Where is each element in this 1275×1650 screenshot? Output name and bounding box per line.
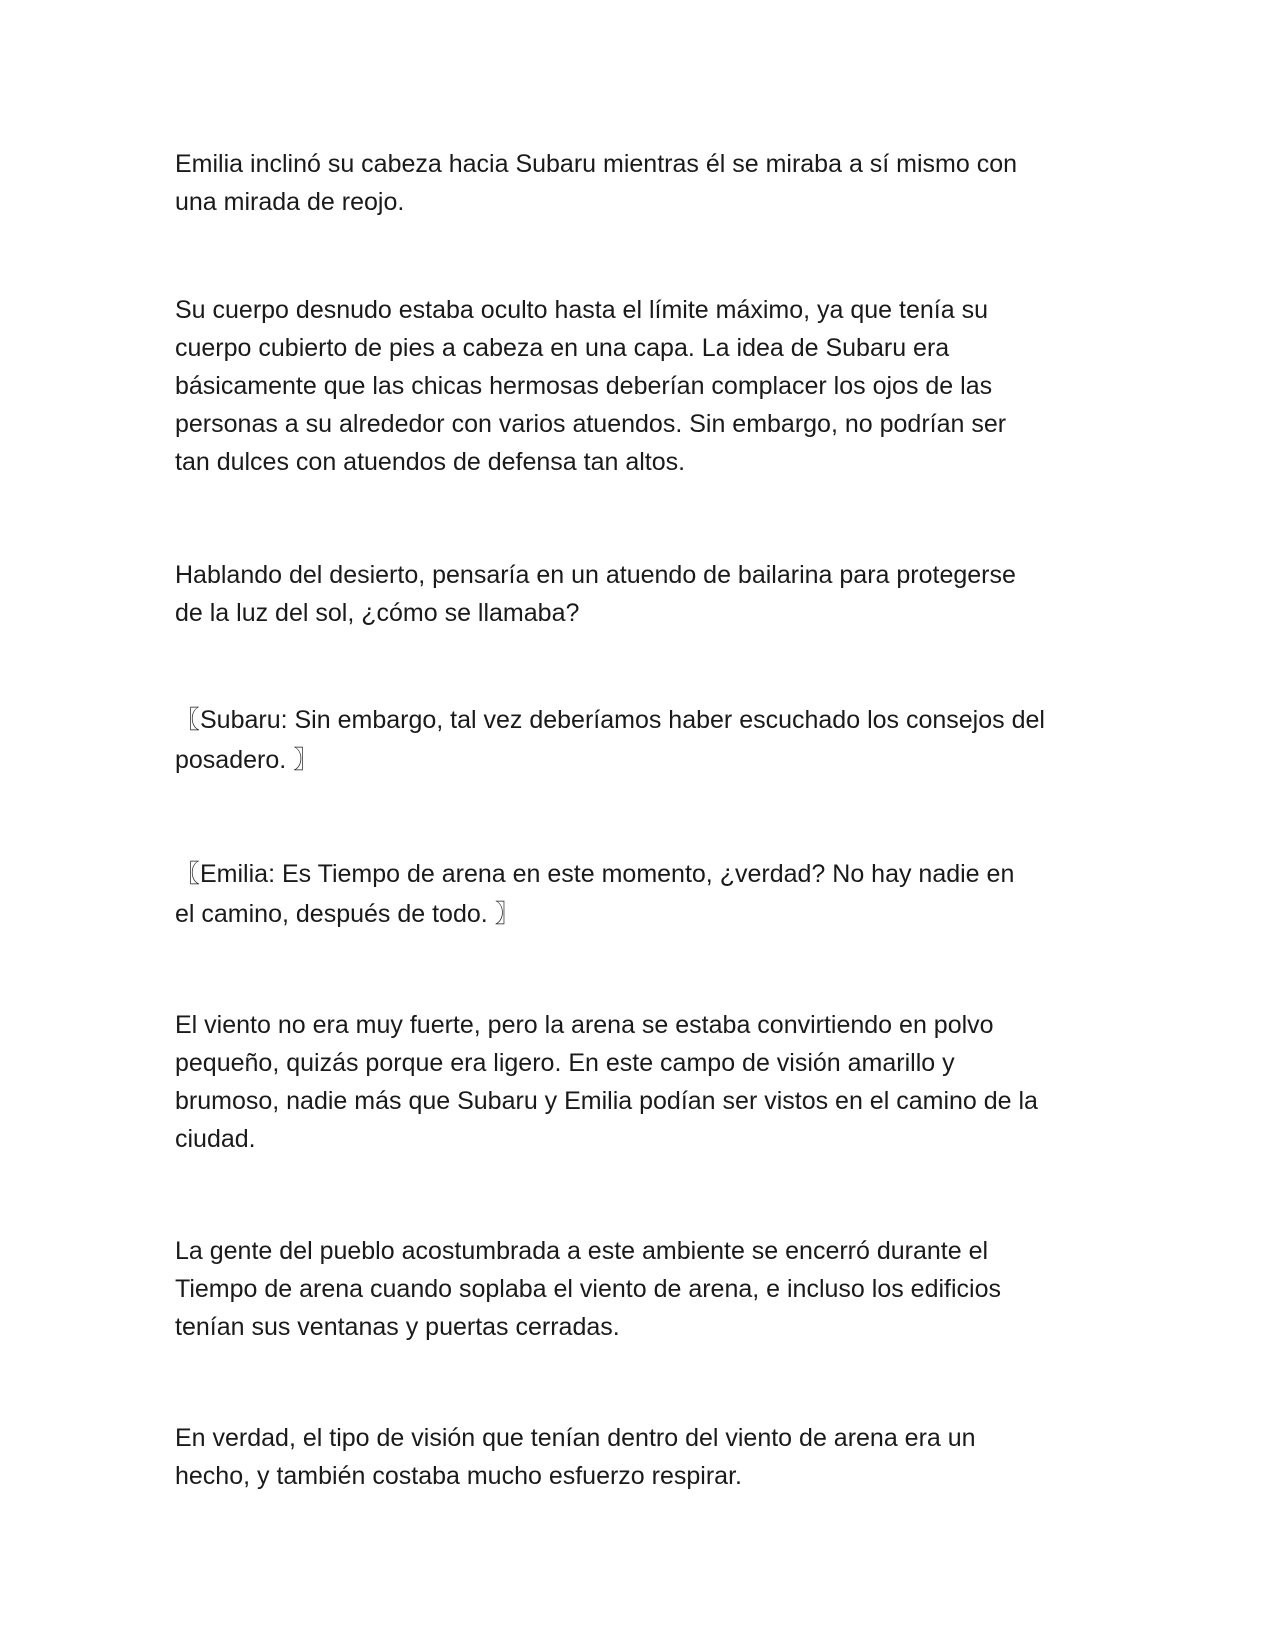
dialogue-emilia: 〖Emilia: Es Tiempo de arena en este momento, ¿verdad? No hay nadie en el camino, después de todo. 〗 bbox=[175, 860, 1015, 928]
paragraph-cape-outfit: Su cuerpo desnudo estaba oculto hasta el límite máximo, ya que tenía su cuerpo cubierto de pies a cabeza en una capa. La idea de Subaru era básicamente que las chicas hermosas deberían complacer los ojos de las personas a su alrededor con varios atuendos. Sin embargo, no podrían ser tan dulces con atuendos de defensa tan altos. bbox=[175, 296, 1007, 476]
paragraph-townspeople: La gente del pueblo acostumbrada a este ambiente se encerró durante el Tiempo de arena cuando soplaba el viento de arena, e incluso los edificios tenían sus ventanas y puertas cerradas. bbox=[175, 1237, 1001, 1341]
dialogue-subaru: 〖Subaru: Sin embargo, tal vez deberíamos haber escuchado los consejos del posadero. 〗 bbox=[175, 706, 1045, 774]
paragraph-vision-breathing: En verdad, el tipo de visión que tenían dentro del viento de arena era un hecho, y también costaba mucho esfuerzo respirar. bbox=[175, 1424, 976, 1490]
paragraph-wind-sand: El viento no era muy fuerte, pero la arena se estaba convirtiendo en polvo pequeño, quizás porque era ligero. En este campo de visión amarillo y brumoso, nadie más que Subaru y Emilia podían ser vistos en el camino de la ciudad. bbox=[175, 1011, 1038, 1153]
paragraph-emilia-tilts-head: Emilia inclinó su cabeza hacia Subaru mientras él se miraba a sí mismo con una mirada de reojo. bbox=[175, 150, 1018, 216]
paragraph-desert-dancer: Hablando del desierto, pensaría en un atuendo de bailarina para protegerse de la luz del sol, ¿cómo se llamaba? bbox=[175, 561, 1016, 627]
